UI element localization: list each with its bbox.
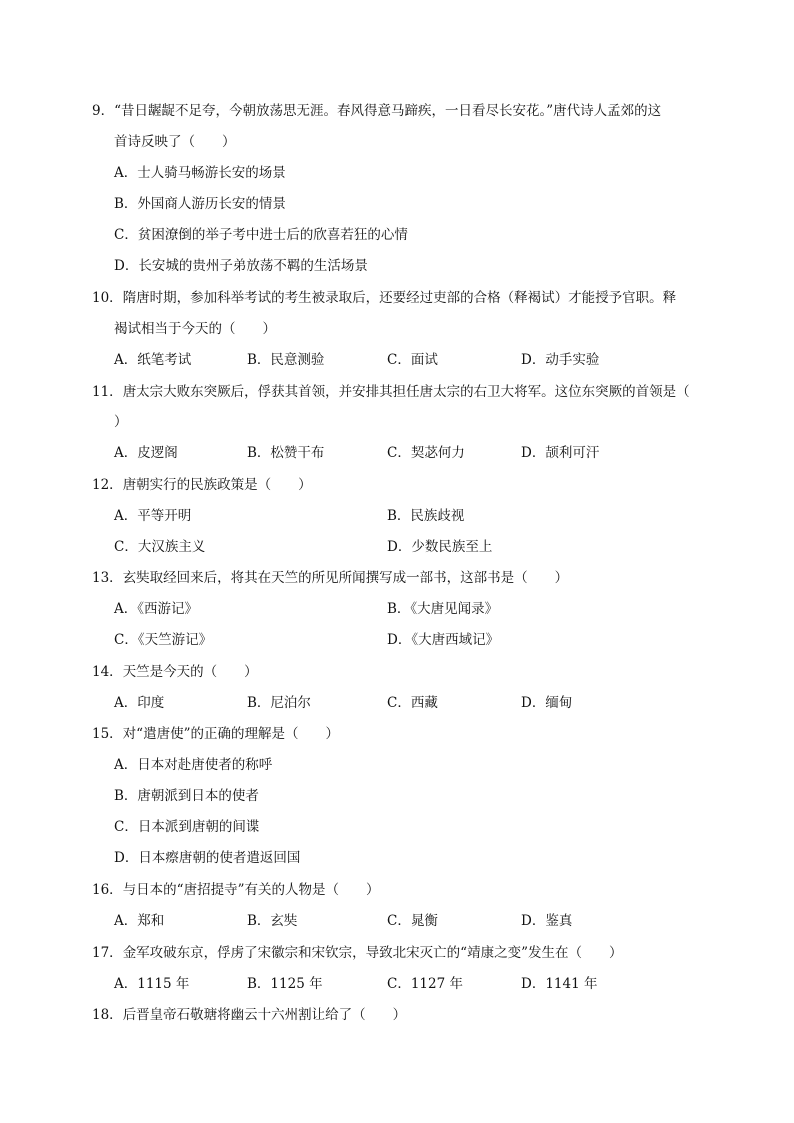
question-16-option-b: B．玄奘: [247, 913, 298, 929]
question-9-stem: 9．“昔日龌龊不足夸，今朝放荡思无涯。春风得意马蹄疾，一日看尽长安花。”唐代诗人孟郊的这: [92, 103, 662, 119]
question-16-option-d: D．鉴真: [521, 913, 573, 929]
question-13-options-row1: [114, 600, 714, 618]
question-12-option-c: C．大汉族主义: [114, 539, 206, 555]
question-12-option-a: A．平等开明: [114, 508, 192, 524]
question-13-option-b: B．《大唐见闻录》: [387, 601, 499, 617]
question-11-option-a: A．皮逻阁: [114, 445, 178, 461]
question-9-option-d: D．长安城的贵州子弟放荡不羁的生活场景: [114, 258, 368, 274]
question-17-option-a: A．1115 年: [114, 976, 190, 992]
question-14-option-a: A．印度: [114, 695, 165, 711]
question-11-stem-cont: ）: [114, 414, 128, 430]
question-17-stem: 17．金军攻破东京，俘虏了宋徽宗和宋钦宗，导致北宋灭亡的“靖康之变”发生在（ ）: [92, 945, 623, 961]
question-15-option-c: C．日本派到唐朝的间谍: [114, 819, 260, 835]
question-10-option-d: D．动手实验: [521, 352, 600, 368]
question-10-option-a: A．纸笔考试: [114, 352, 192, 368]
question-12-options-row2: [114, 538, 714, 556]
question-9-option-c: C．贫困潦倒的举子考中进士后的欣喜若狂的心情: [114, 227, 408, 243]
question-12-option-d: D．少数民族至上: [387, 539, 493, 555]
question-17-option-b: B．1125 年: [247, 976, 323, 992]
question-16-stem: 16．与日本的“唐招提寺”有关的人物是（ ）: [92, 882, 380, 898]
question-12-stem: 12．唐朝实行的民族政策是（ ）: [92, 477, 312, 493]
question-10-options: [114, 351, 714, 369]
question-13-stem: 13．玄奘取经回来后，将其在天竺的所见所闻撰写成一部书，这部书是（ ）: [92, 570, 569, 586]
question-11-options: [114, 444, 714, 462]
question-12-options-row1: [114, 507, 714, 525]
question-10-option-c: C．面试: [387, 352, 438, 368]
question-17-option-d: D．1141 年: [521, 976, 598, 992]
question-10-stem: 10．隋唐时期，参加科举考试的考生被录取后，还要经过吏部的合格（释褐试）才能授予官职。释: [92, 290, 677, 306]
question-13-option-a: A．《西游记》: [114, 601, 198, 617]
question-15-option-d: D．日本瘵唐朝的使者遣返回国: [114, 850, 301, 866]
question-9-stem-cont: 首诗反映了（ ）: [114, 134, 236, 150]
question-9-option-b: B．外国商人游历长安的情景: [114, 196, 286, 212]
question-14-stem: 14．天竺是今天的（ ）: [92, 664, 258, 680]
question-16-option-c: C．晁衡: [387, 913, 438, 929]
question-11-option-d: D．颉利可汗: [521, 445, 600, 461]
question-18-stem: 18．后晋皇帝石敬瑭将幽云十六州割让给了（ ）: [92, 1007, 407, 1023]
question-15-option-a: A．日本对赴唐使者的称呼: [114, 757, 273, 773]
question-14-option-d: D．缅甸: [521, 695, 573, 711]
question-14-option-c: C．西藏: [387, 695, 438, 711]
question-11-option-b: B．松赞干布: [247, 445, 325, 461]
question-13-options-row2: [114, 631, 714, 649]
question-10-stem-cont: 褐试相当于今天的（ ）: [114, 321, 276, 337]
question-13-option-c: C．《天竺游记》: [114, 632, 213, 648]
question-14-option-b: B．尼泊尔: [247, 695, 311, 711]
question-15-stem: 15．对“遣唐使”的正确的理解是（ ）: [92, 726, 339, 742]
question-10-option-b: B．民意测验: [247, 352, 325, 368]
question-17-option-c: C．1127 年: [387, 976, 463, 992]
question-16-options: [114, 912, 714, 930]
question-11-option-c: C．契苾何力: [387, 445, 465, 461]
question-14-options: [114, 694, 714, 712]
question-16-option-a: A．郑和: [114, 913, 165, 929]
question-13-option-d: D．《大唐西域记》: [387, 632, 500, 648]
question-17-options: [114, 975, 714, 993]
question-15-option-b: B．唐朝派到日本的使者: [114, 788, 259, 804]
question-12-option-b: B．民族歧视: [387, 508, 465, 524]
question-11-stem: 11．唐太宗大败东突厥后，俘获其首领，并安排其担任唐太宗的右卫大将军。这位东突厥的首领是（: [92, 384, 690, 400]
question-9-option-a: A．士人骑马畅游长安的场景: [114, 165, 286, 181]
